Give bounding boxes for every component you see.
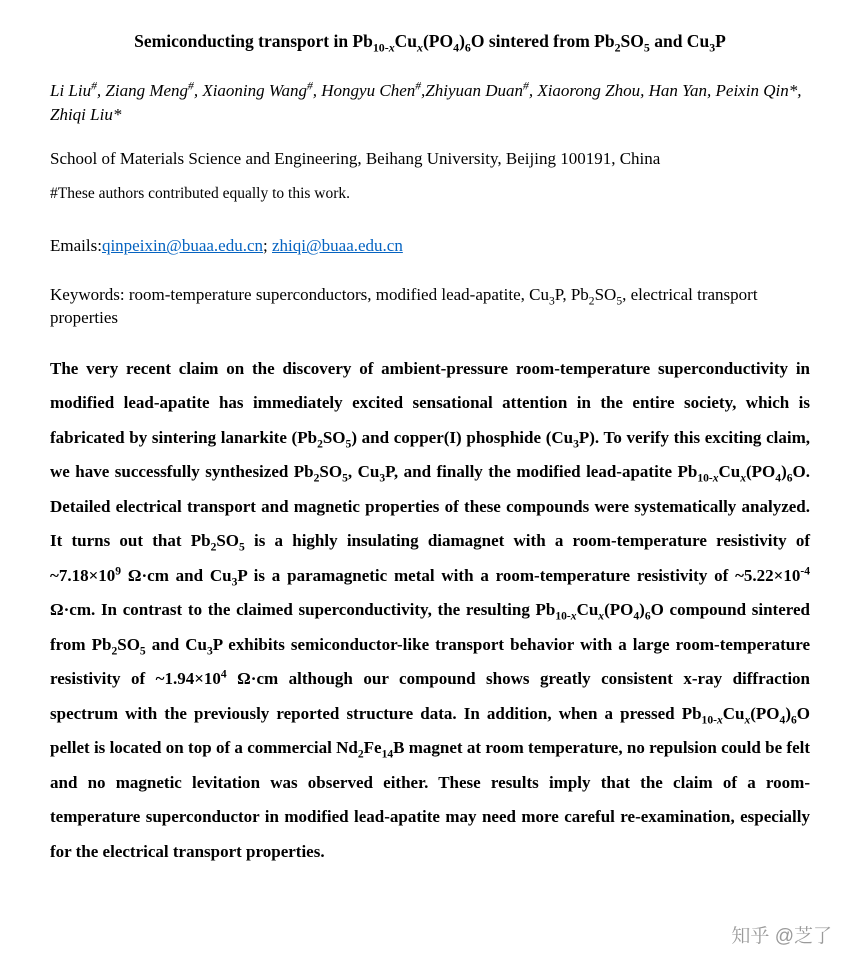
watermark: 知乎 @芝了 (731, 926, 832, 947)
email-link-zhiqi[interactable]: zhiqi@buaa.edu.cn (272, 236, 403, 256)
abstract-text: The very recent claim on the discovery of ambient-pressure room-temperature superconductivity in modified lead-apatite has immediately excited sensational attention in the entire society, which is fabricated by sintering lanarkite $(Pb_2SO_5)$ and copper(I) phosphide $(Cu_3P)$. To verify this exciting claim, we have successfully synthesized $Pb_2SO_5$, $Cu_3P$, and finally the modified lead-apatite $Pb_{10-x}Cu_x(PO_4)_6O$. Detailed electrical transport and magnetic properties of these compounds were systematically analyzed. It turns out that $Pb_2SO_5$ is a highly insulating diamagnet with a room-temperature resistivity of $\sim 7.18\times 10^9$ Ω·cm and $Cu_3P$ is a paramagnetic metal with a room-temperature resistivity of $\sim 5.22\times 10^{-4}$ Ω·cm. In contrast to the claimed superconductivity, the resulting $Pb_{10-x}Cu_x(PO_4)_6O$ compound sintered from $Pb_2SO_5$ and $Cu_3P$ exhibits semiconductor-like transport behavior with a large room-temperature resistivity of $\sim 1.94\times 10^4$ Ω·cm although our compound shows greatly consistent x-ray diffraction spectrum with the previously reported structure data. In addition, when a pressed $Pb_{10-x}Cu_x(PO_4)_6O$ pellet is located on top of a commercial $Nd_2Fe_{14}B$ magnet at room temperature, no repulsion could be felt and no magnetic levitation was observed either. These results imply that the claim of a room-temperature superconductor in modified lead-apatite may need more careful re-examination, especially for the electrical transport properties. (50, 358, 811, 861)
email-link-qinpeixin[interactable]: qinpeixin@buaa.edu.cn (101, 236, 264, 256)
emails-label: Emails: (50, 236, 102, 256)
affiliation: School of Materials Science and Engineering, Beihang University, Beijing 100191, China (50, 149, 661, 169)
author-list: Li Liu#, Ziang Meng#, Xiaoning Wang#, Hongyu Chen#,Zhiyuan Duan#, Xiaorong Zhou, Han Yan, Peixin Qin*, Zhiqi Liu* (50, 79, 802, 124)
paper-title: Semiconducting transport in $Pb_{10-x}Cu_x(PO_4)_6O$ sintered from $Pb_2SO_5$ and $Cu_3P$ (134, 31, 726, 55)
email-separator: ; (263, 236, 272, 256)
keywords-line: Keywords: room-temperature superconductors, modified lead-apatite, $Cu_3P$, $Pb_2SO_5$, electrical transport properties (50, 285, 758, 328)
emails-line (50, 236, 810, 256)
equal-contribution-note: #These authors contributed equally to this work. (50, 185, 351, 203)
